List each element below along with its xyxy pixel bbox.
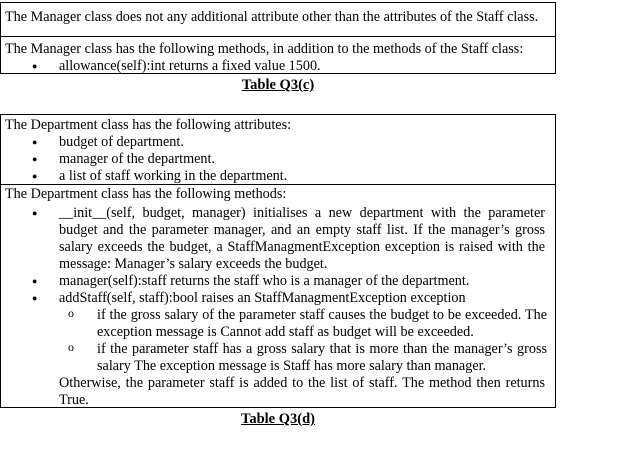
q3d-methods-row xyxy=(1,185,555,409)
caption-q3c: Table Q3(c) xyxy=(241,77,315,93)
q3d-attributes-intro: The Department class has the following attributes: xyxy=(5,117,292,133)
q3d-method-addstaff: ● addStaff(self, staff):bool raises an StaffManagmentException exception xyxy=(1,290,551,307)
q3d-attribute-budget: ● budget of department. xyxy=(1,134,551,151)
q3c-bullet-allowance: ● allowance(self):int returns a fixed value 1500. xyxy=(1,58,551,75)
q3d-attribute-staff-list: ● a list of staff working in the department. xyxy=(1,168,551,185)
q3d-addstaff-sub-budget: o if the gross salary of the parameter staff causes the budget to be exceeded. The exception message is Cannot add staff as budget will be exceeded. xyxy=(1,307,551,341)
q3c-row-1-text: The Manager class does not any additional attribute other than the attributes of the Staff class. xyxy=(5,9,539,25)
q3d-method-init: ● __init__(self, budget, manager) initialises a new department with the parameter budget and the parameter manager, and an empty staff list. If the manager’s gross salary exceeds the budget, a StaffManagmentException exception is raised with the message: Manager’s salary exceeds the budget. xyxy=(1,205,551,273)
q3c-row-2-intro: The Manager class has the following methods, in addition to the methods of the Staff class: xyxy=(5,41,524,57)
q3d-method-manager: ● manager(self):staff returns the staff who is a manager of the department. xyxy=(1,273,551,290)
q3c-row-2 xyxy=(1,37,555,75)
q3d-methods-intro: The Department class has the following methods: xyxy=(5,186,287,202)
q3d-attribute-manager: ● manager of the department. xyxy=(1,151,551,168)
q3d-addstaff-otherwise: Otherwise, the parameter staff is added to the list of staff. The method then returns True. xyxy=(59,375,545,408)
q3d-addstaff-sub-manager: o if the parameter staff has a gross salary that is more than the manager’s gross salary The exception message is Staff has more salary than manager. xyxy=(1,341,551,375)
table-q3d xyxy=(0,114,556,408)
q3c-row-1 xyxy=(1,3,555,37)
caption-q3d: Table Q3(d) xyxy=(241,411,315,427)
q3d-attributes-row xyxy=(1,115,555,185)
table-q3c xyxy=(0,2,556,74)
